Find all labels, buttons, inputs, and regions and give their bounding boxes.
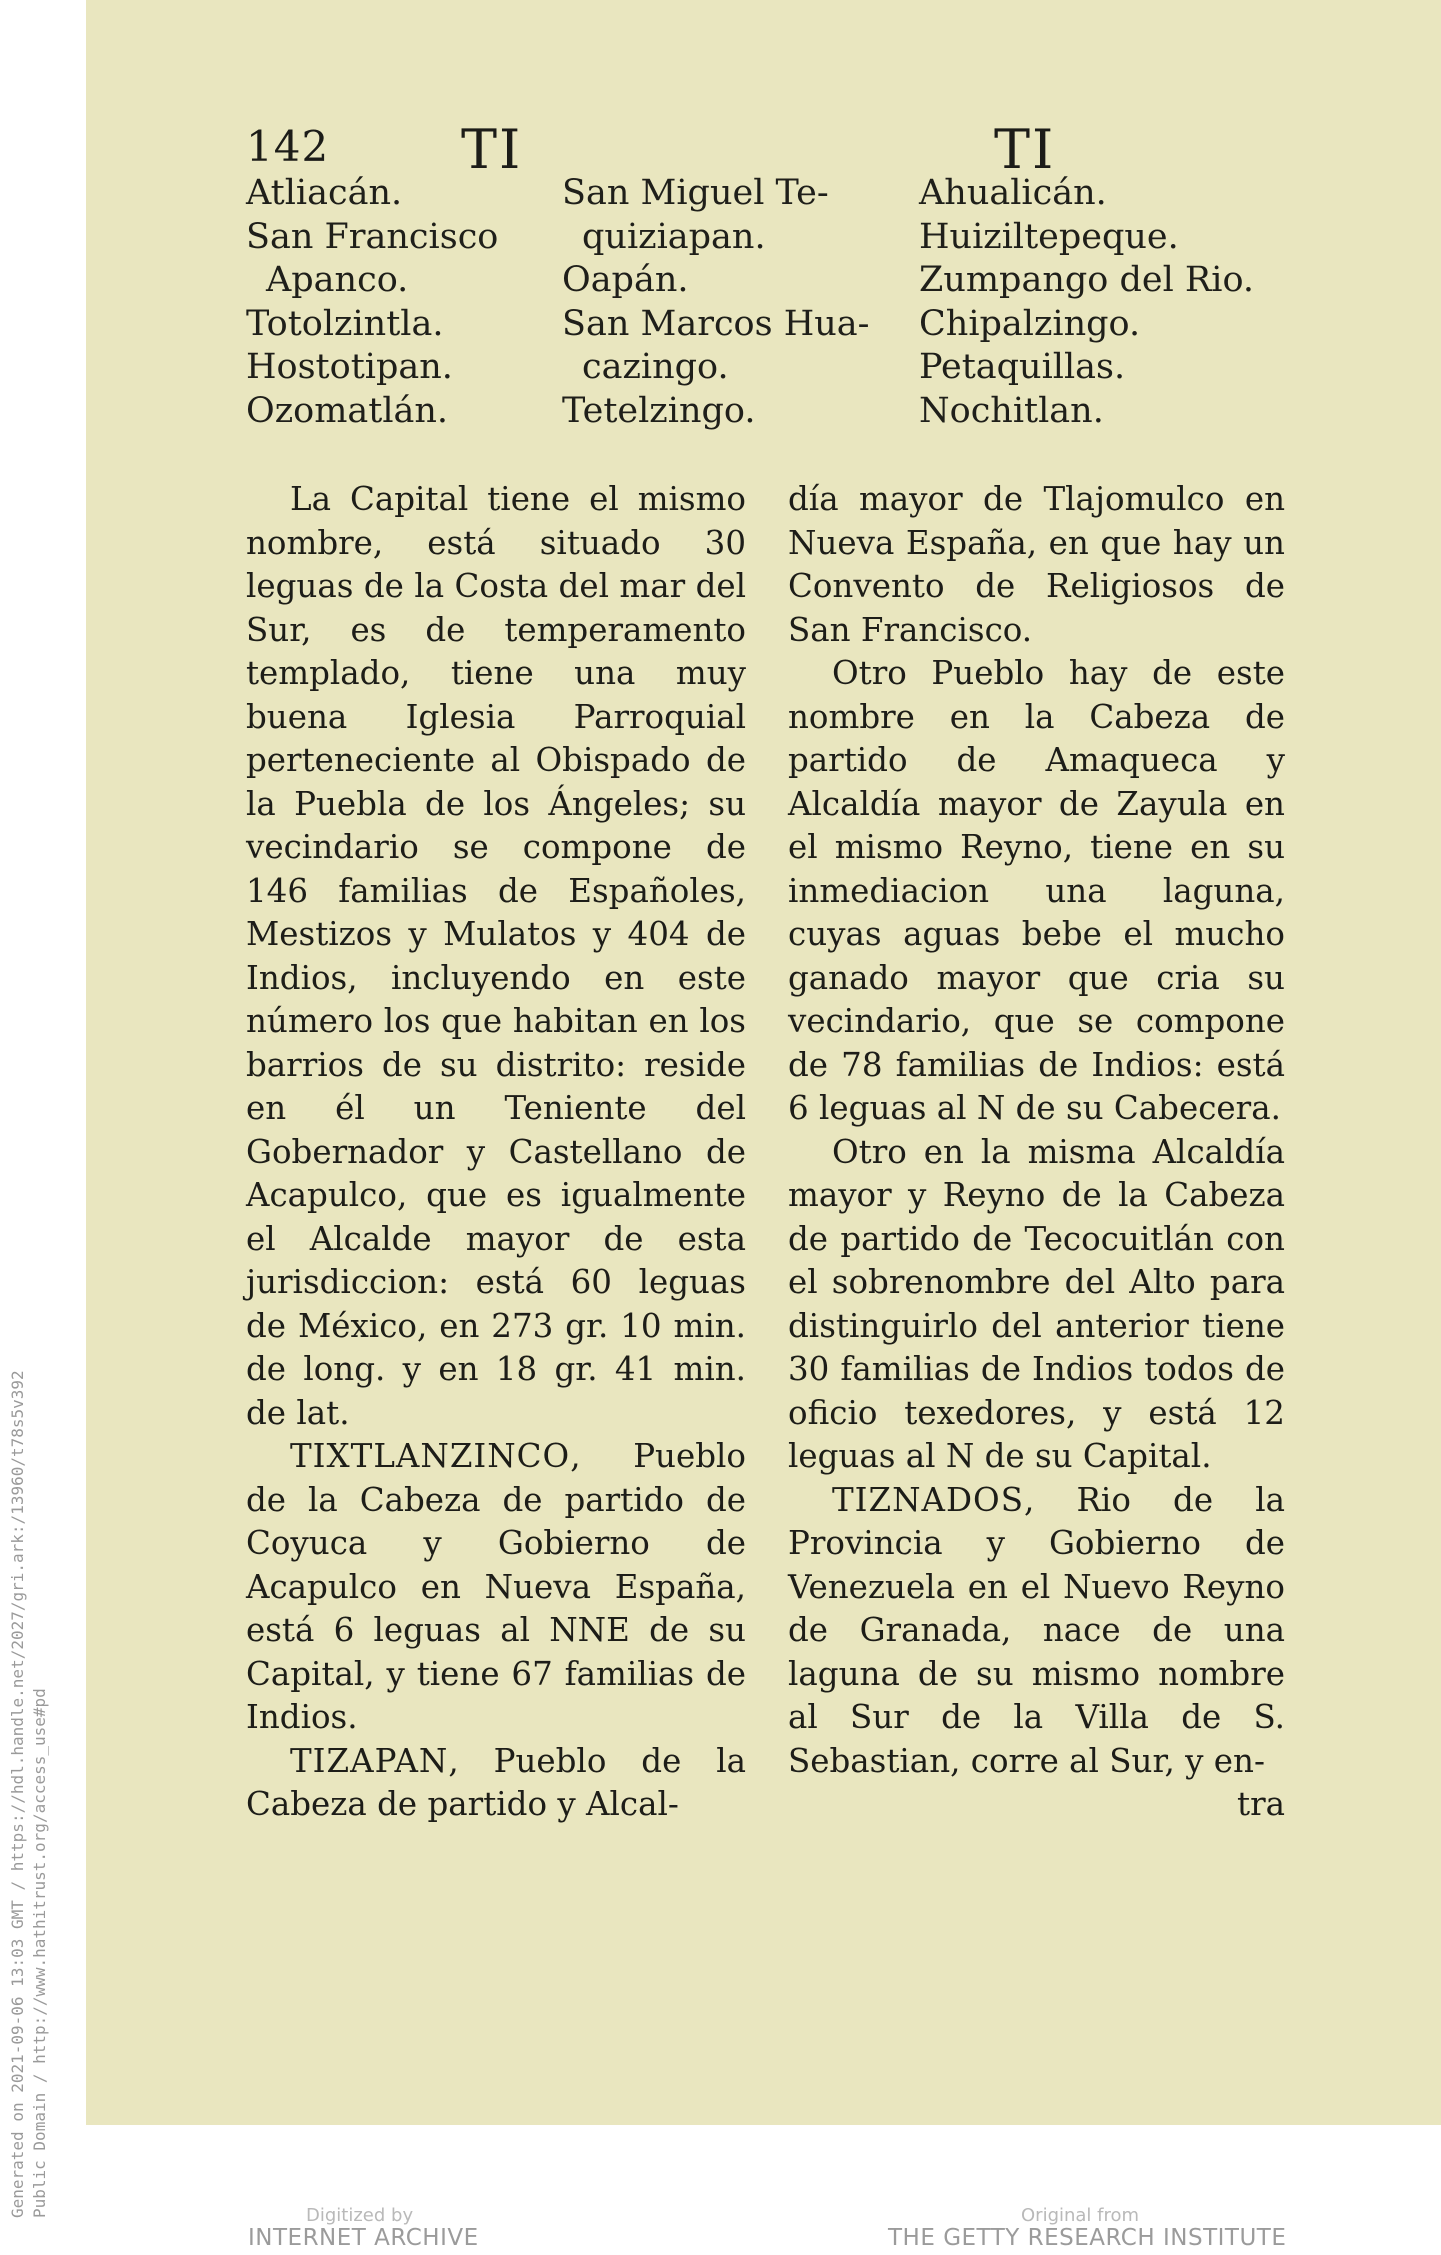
town-name: quiziapan. bbox=[582, 216, 766, 257]
getty-institute-name: THE GETTY RESEARCH INSTITUTE bbox=[888, 2225, 1287, 2251]
page-header bbox=[86, 118, 1441, 181]
entry-tiznados bbox=[788, 1479, 1285, 1784]
book-page bbox=[86, 0, 1441, 2125]
entry-text: , Pueblo de la Cabeza de partido y Alcal- bbox=[246, 1741, 746, 1823]
entry-tizapan bbox=[246, 1740, 746, 1827]
town-name: San Marcos Hua- bbox=[562, 303, 870, 344]
entry-text: , Rio de la Provincia y Gobierno de Venezuela en el Nuevo Reyno de Granada, nace de una laguna de su mismo nombre al Sur de la Villa de S. Sebastian, corre al Sur, y en- bbox=[788, 1480, 1285, 1780]
scan-footer bbox=[0, 2193, 1441, 2255]
town-name: Chipalzingo. bbox=[919, 303, 1141, 344]
town-name: San Miguel Te- bbox=[562, 173, 829, 213]
town-name: Ozomatlán. bbox=[246, 390, 449, 431]
town-name: Huiziltepeque. bbox=[919, 216, 1179, 257]
public-domain-stamp-line: Public Domain / http://www.hathitrust.org/access_use#pd bbox=[30, 1688, 49, 2218]
page-number: 142 bbox=[246, 122, 330, 171]
text-column-left bbox=[246, 478, 746, 1827]
entry-text: , Pueblo de la Cabeza de partido de Coyuca y Gobierno de Acapulco en Nueva España, está 6 leguas al NNE de su Capital, y tiene 67 familias de Indios. bbox=[246, 1437, 746, 1736]
town-name: Atliacán. bbox=[246, 173, 403, 213]
town-column-1 bbox=[246, 172, 498, 433]
entry-heading: TIZNADOS bbox=[832, 1480, 1024, 1519]
town-name: Oapán. bbox=[562, 260, 689, 300]
internet-archive-name: INTERNET ARCHIVE bbox=[248, 2225, 479, 2251]
town-name: San Francisco bbox=[246, 216, 499, 257]
town-name: Apanco. bbox=[266, 260, 409, 300]
town-column-2 bbox=[562, 172, 869, 433]
town-name: Tetelzingo. bbox=[562, 390, 756, 431]
town-name: Petaquillas. bbox=[919, 347, 1126, 387]
paragraph-continuation: día mayor de Tlajomulco en Nueva España, en que hay un Convento de Religiosos de San Francisco. bbox=[788, 480, 1285, 649]
running-head-left: TI bbox=[461, 118, 523, 181]
text-column-right bbox=[788, 478, 1285, 1827]
town-name: Zumpango del Rio. bbox=[919, 260, 1255, 300]
entry-heading: TIZAPAN bbox=[290, 1741, 449, 1780]
entry-heading: TIXTLANZINCO bbox=[290, 1437, 571, 1475]
running-head-right: TI bbox=[994, 118, 1056, 181]
town-name: Nochitlan. bbox=[919, 390, 1104, 431]
catchword: tra bbox=[1237, 1785, 1285, 1823]
town-name: Hostotipan. bbox=[246, 347, 453, 387]
paragraph: Otro Pueblo hay de este nombre en la Cabeza de partido de Amaqueca y Alcaldía mayor de Zayula en el mismo Reyno, tiene en su inmediacion una laguna, cuyas aguas bebe el mucho ganado mayor que cria su vecindario, que se compone de 78 familias de Indios: está 6 leguas al N de su Cabecera. bbox=[788, 654, 1285, 1127]
paragraph: Otro en la misma Alcaldía mayor y Reyno de la Cabeza de partido de Tecocuitlán con el sobrenombre del Alto para distinguirlo del anterior tiene 30 familias de Indios todos de oficio texedores, y está 12 leguas al N de su Capital. bbox=[788, 1132, 1285, 1475]
original-from-label: Original from bbox=[1021, 2205, 1140, 2226]
generated-stamp-line: Generated on 2021-09-06 13:03 GMT / https://hdl.handle.net/2027/gri.ark:/13960/t78s5v392 bbox=[8, 1370, 27, 2218]
town-name: Ahualicán. bbox=[919, 173, 1107, 213]
entry-tixtlanzinco bbox=[246, 1435, 746, 1740]
digitized-by-label: Digitized by bbox=[306, 2205, 414, 2226]
side-access-stamp bbox=[0, 0, 86, 2255]
paragraph: La Capital tiene el mismo nombre, está situado 30 leguas de la Costa del mar del Sur, es de temperamento templado, tiene una muy buena Iglesia Parroquial perteneciente al Obispado de la Puebla de los Ángeles; su vecindario se compone de 146 familias de Españoles, Mestizos y Mulatos y 404 de Indios, incluyendo en este número los que habitan en los barrios de su distrito: reside en él un Teniente del Gobernador y Castellano de Acapulco, que es igualmente el Alcalde mayor de esta jurisdiccion: está 60 leguas de México, en 273 gr. 10 min. de long. y en 18 gr. 41 min. de lat. bbox=[246, 480, 746, 1432]
town-name: cazingo. bbox=[582, 347, 729, 387]
town-column-3 bbox=[919, 172, 1254, 433]
town-name: Totolzintla. bbox=[246, 303, 444, 344]
